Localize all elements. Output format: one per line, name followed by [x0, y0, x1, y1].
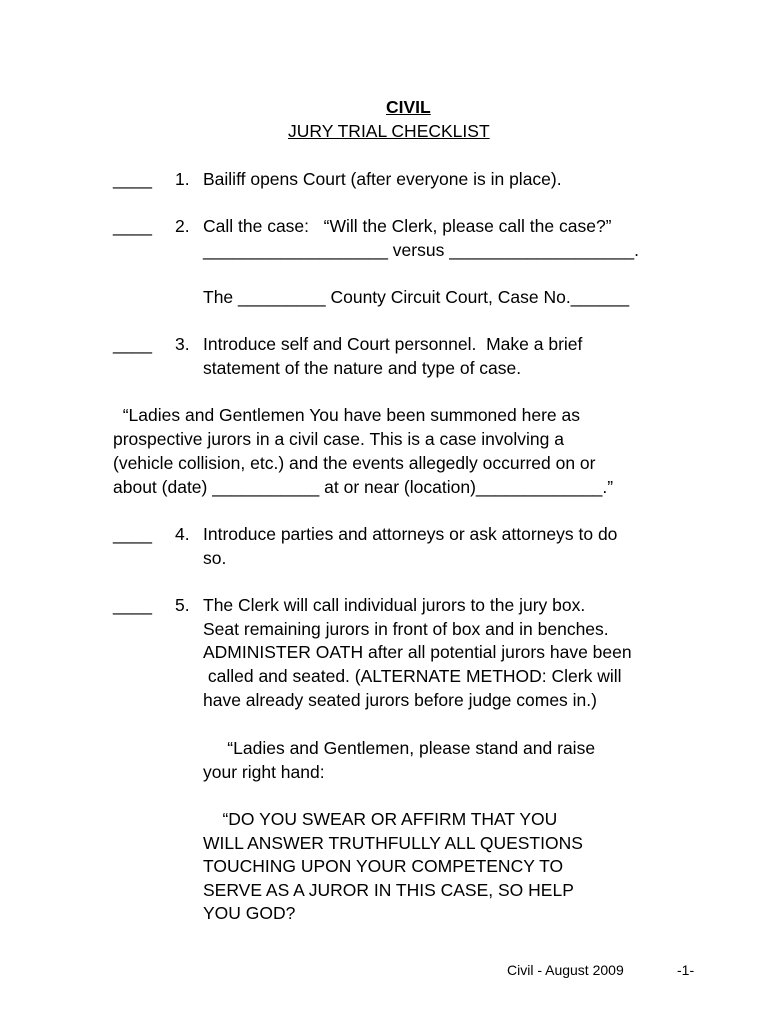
- item-5-text-line-5: have already seated jurors before judge comes in.): [203, 690, 597, 710]
- item-2-case-names-line: ___________________ versus ___________________.: [203, 240, 639, 260]
- oath-line-2: WILL ANSWER TRUTHFULLY ALL QUESTIONS: [203, 833, 583, 853]
- item-5-number: 5.: [175, 595, 190, 615]
- item-3-number: 3.: [175, 334, 190, 354]
- item-2-court-line: The _________ County Circuit Court, Case No.______: [203, 287, 630, 307]
- oath-line-1: “DO YOU SWEAR OR AFFIRM THAT YOU: [203, 809, 558, 829]
- item-5-text-line-3: ADMINISTER OATH after all potential jurors have been: [203, 642, 632, 662]
- item-3-text-line-1: Introduce self and Court personnel. Make a brief: [203, 334, 583, 354]
- item-1-number: 1.: [175, 169, 190, 189]
- footer-label: Civil - August 2009: [507, 962, 624, 978]
- item-5-text-line-1: The Clerk will call individual jurors to the jury box.: [203, 595, 586, 615]
- item-1-checkbox-blank: ____: [113, 169, 152, 189]
- item-2-text: Call the case: “Will the Clerk, please call the case?”: [203, 216, 612, 236]
- oath-intro-line-2: your right hand:: [203, 762, 325, 782]
- item-2-checkbox-blank: ____: [113, 216, 152, 236]
- item-5-text-line-2: Seat remaining jurors in front of box and in benches.: [203, 619, 609, 639]
- item-4-text-line-1: Introduce parties and attorneys or ask attorneys to do: [203, 524, 618, 544]
- item-4-number: 4.: [175, 524, 190, 544]
- document-subtitle: JURY TRIAL CHECKLIST: [288, 121, 490, 141]
- item-2-number: 2.: [175, 216, 190, 236]
- statement-line-4: about (date) ___________ at or near (location)_____________.”: [113, 477, 614, 497]
- footer-page-number: -1-: [677, 962, 695, 978]
- oath-line-5: YOU GOD?: [203, 903, 296, 923]
- oath-line-3: TOUCHING UPON YOUR COMPETENCY TO: [203, 856, 564, 876]
- oath-line-4: SERVE AS A JUROR IN THIS CASE, SO HELP: [203, 880, 574, 900]
- item-5-text-line-4: called and seated. (ALTERNATE METHOD: Clerk will: [203, 666, 622, 686]
- item-4-text-line-2: so.: [203, 548, 227, 568]
- statement-line-1: “Ladies and Gentlemen You have been summoned here as: [113, 405, 580, 425]
- item-1-text: Bailiff opens Court (after everyone is in place).: [203, 169, 562, 189]
- statement-line-3: (vehicle collision, etc.) and the events allegedly occurred on or: [113, 453, 596, 473]
- item-4-checkbox-blank: ____: [113, 524, 152, 544]
- oath-intro-line-1: “Ladies and Gentlemen, please stand and raise: [203, 738, 596, 758]
- document-title: CIVIL: [386, 97, 431, 117]
- item-5-checkbox-blank: ____: [113, 595, 152, 615]
- item-3-text-line-2: statement of the nature and type of case.: [203, 358, 522, 378]
- item-3-checkbox-blank: ____: [113, 334, 152, 354]
- statement-line-2: prospective jurors in a civil case. This is a case involving a: [113, 429, 564, 449]
